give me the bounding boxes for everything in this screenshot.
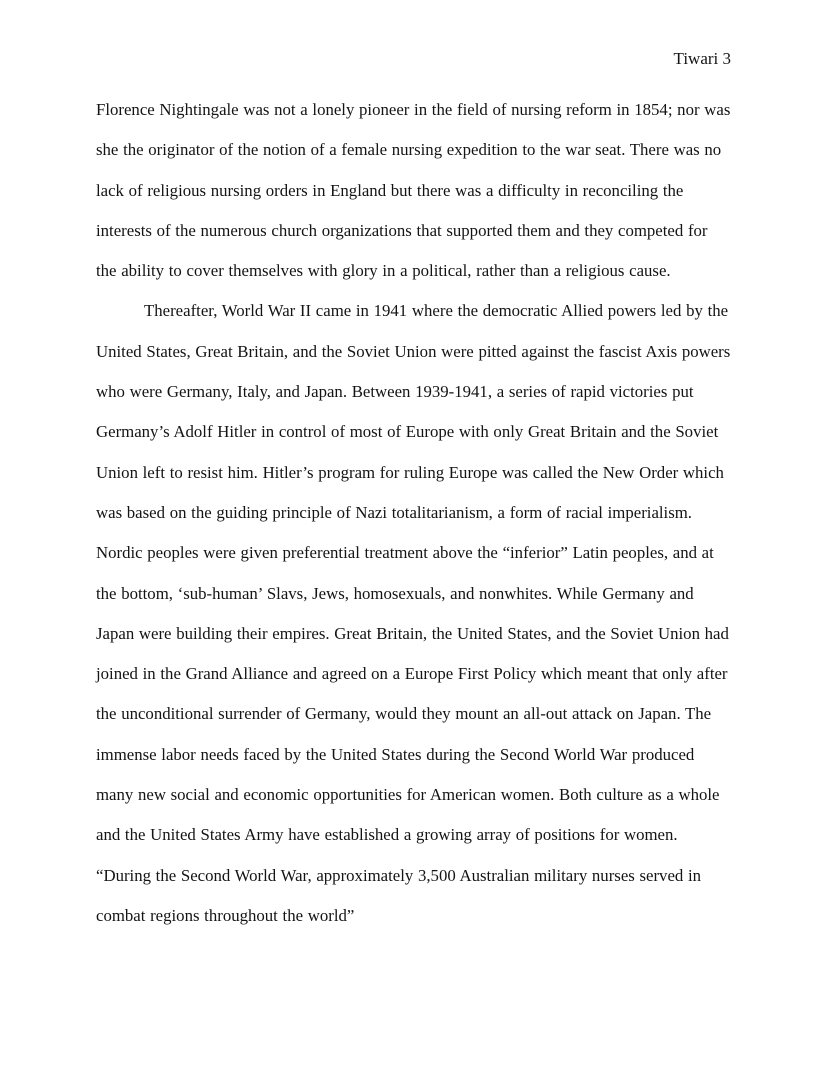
essay-body <box>96 90 731 936</box>
paragraph: Thereafter, World War II came in 1941 where the democratic Allied powers led by the United States, Great Britain, and the Soviet Union were pitted against the fascist Axis powers who were Germany, Italy, and Japan. Between 1939-1941, a series of rapid victories put Germany’s Adolf Hitler in control of most of Europe with only Great Britain and the Soviet Union left to resist him. Hitler’s program for ruling Europe was called the New Order which was based on the guiding principle of Nazi totalitarianism, a form of racial imperialism. Nordic peoples were given preferential treatment above the “inferior” Latin peoples, and at the bottom, ‘sub-human’ Slavs, Jews, homosexuals, and nonwhites. While Germany and Japan were building their empires. Great Britain, the United States, and the Soviet Union had joined in the Grand Alliance and agreed on a Europe First Policy which meant that only after the unconditional surrender of Germany, would they mount an all-out attack on Japan. The immense labor needs faced by the United States during the Second World War produced many new social and economic opportunities for American women. Both culture as a whole and the United States Army have established a growing array of positions for women. “During the Second World War, approximately 3,500 Australian military nurses served in combat regions throughout the world” <box>96 301 731 925</box>
page-number-header: Tiwari 3 <box>673 49 731 68</box>
paragraph: Florence Nightingale was not a lonely pioneer in the field of nursing reform in 1854; nor was she the originator of the notion of a female nursing expedition to the war seat. There was no lack of religious nursing orders in England but there was a difficulty in reconciling the interests of the numerous church organizations that supported them and they competed for the ability to cover themselves with glory in a political, rather than a religious cause. <box>96 100 731 281</box>
